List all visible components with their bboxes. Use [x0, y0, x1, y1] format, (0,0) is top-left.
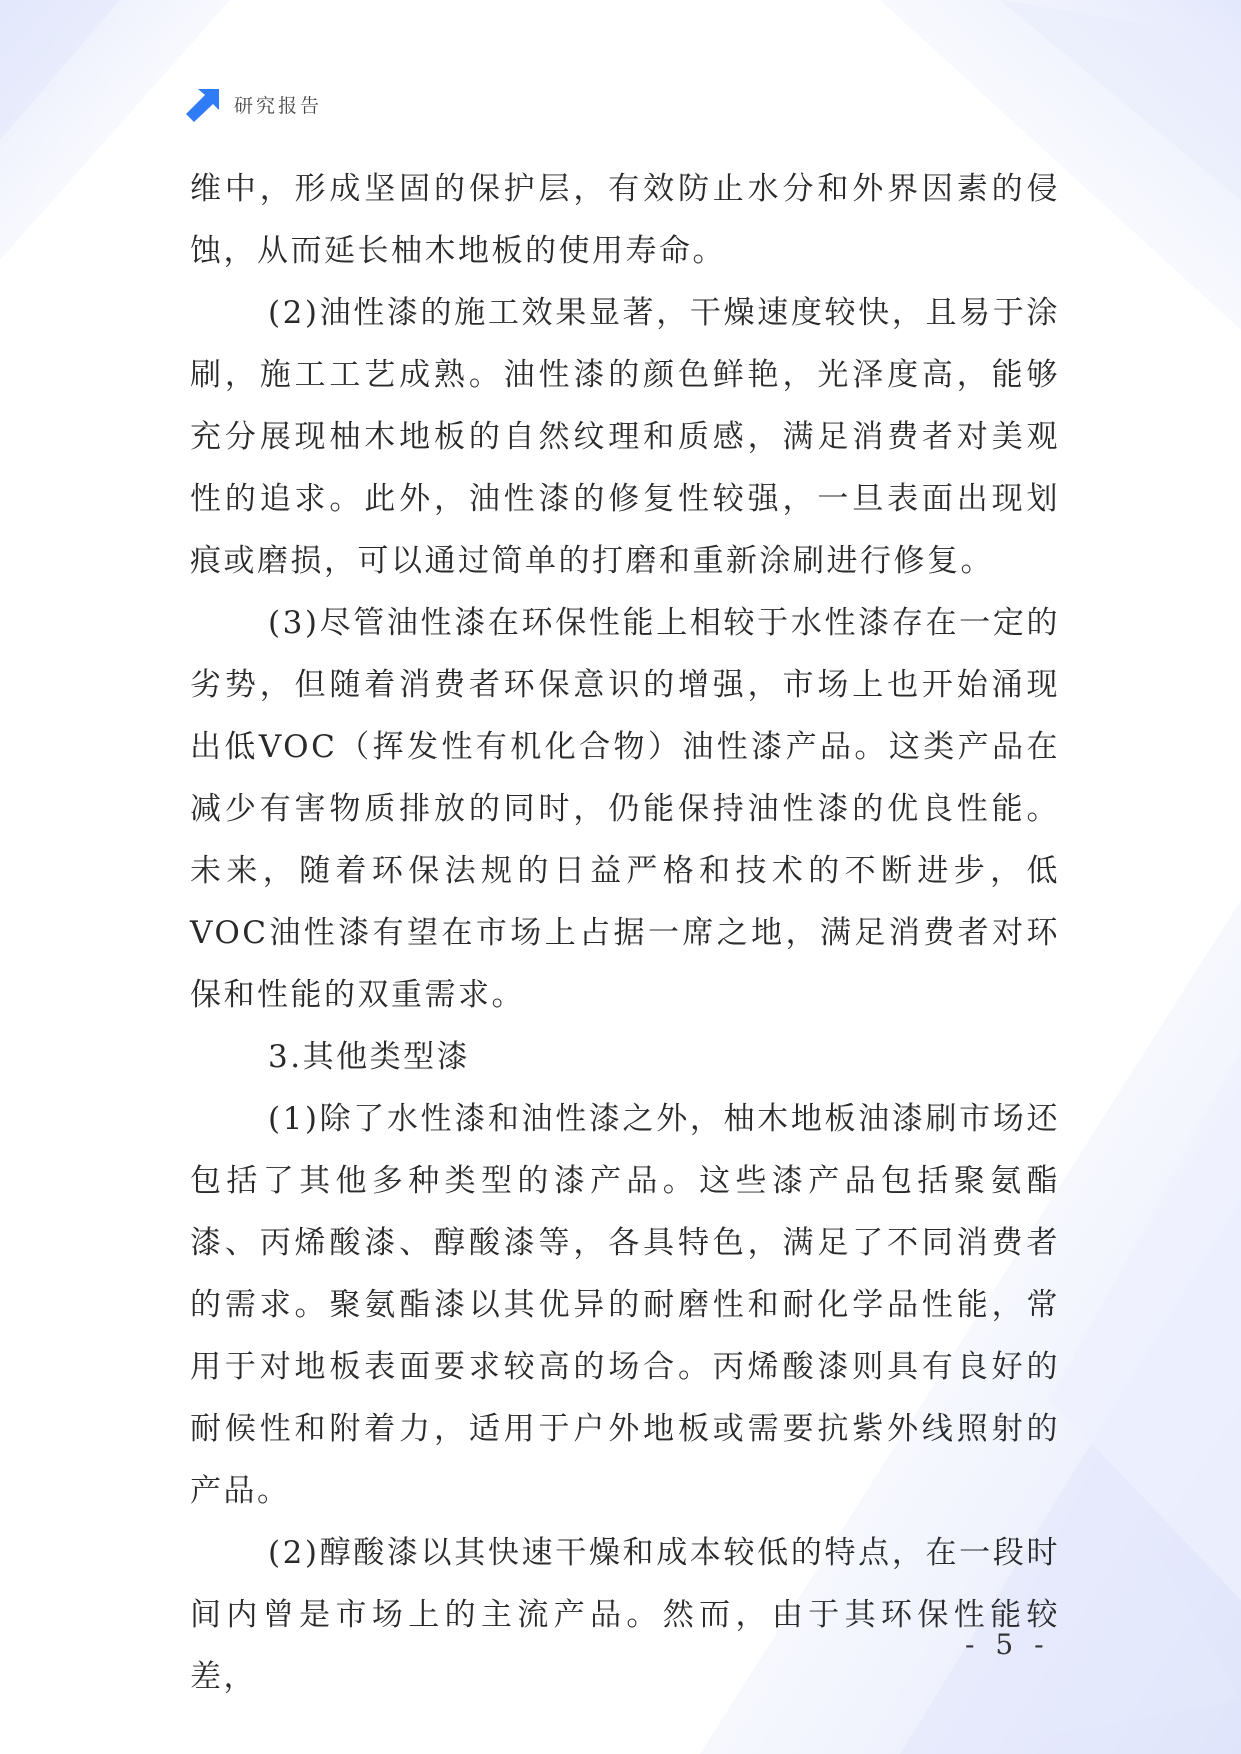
header-title: 研究报告	[234, 94, 323, 117]
page-number: - 5 -	[965, 1628, 1050, 1661]
paragraph-oil-paint-2: (2)油性漆的施工效果显著，干燥速度较快，且易于涂刷，施工工艺成熟。油性漆的颜色鲜艳，光泽度高，能够充分展现柚木地板的自然纹理和质感，满足消费者对美观性的追求。此外，油性漆的修复性较强，一旦表面出现划痕或磨损，可以通过简单的打磨和重新涂刷进行修复。	[190, 295, 1060, 579]
report-header	[186, 86, 322, 122]
paragraph-continued: 维中，形成坚固的保护层，有效防止水分和外界因素的侵蚀，从而延长柚木地板的使用寿命。	[190, 171, 1060, 269]
paragraph-other-paints-1: (1)除了水性漆和油性漆之外，柚木地板油漆刷市场还包括了其他多种类型的漆产品。这些漆产品包括聚氨酯漆、丙烯酸漆、醇酸漆等，各具特色，满足了不同消费者的需求。聚氨酯漆以其优异的耐磨性和耐化学品性能，常用于对地板表面要求较高的场合。丙烯酸漆则具有良好的耐候性和附着力，适用于户外地板或需要抗紫外线照射的产品。	[190, 1101, 1060, 1509]
document-body	[190, 158, 1060, 1708]
section-heading-other-paints: 3.其他类型漆	[268, 1039, 471, 1075]
paragraph-other-paints-2: (2)醇酸漆以其快速干燥和成本较低的特点，在一段时间内曾是市场上的主流产品。然而，由于其环保性能较差，	[190, 1535, 1060, 1695]
paragraph-oil-paint-3: (3)尽管油性漆在环保性能上相较于水性漆存在一定的劣势，但随着消费者环保意识的增强，市场上也开始涌现出低VOC（挥发性有机化合物）油性漆产品。这类产品在减少有害物质排放的同时，仍能保持油性漆的优良性能。未来，随着环保法规的日益严格和技术的不断进步，低VOC油性漆有望在市场上占据一席之地，满足消费者对环保和性能的双重需求。	[190, 605, 1060, 1013]
arrow-up-right-icon	[186, 86, 222, 122]
